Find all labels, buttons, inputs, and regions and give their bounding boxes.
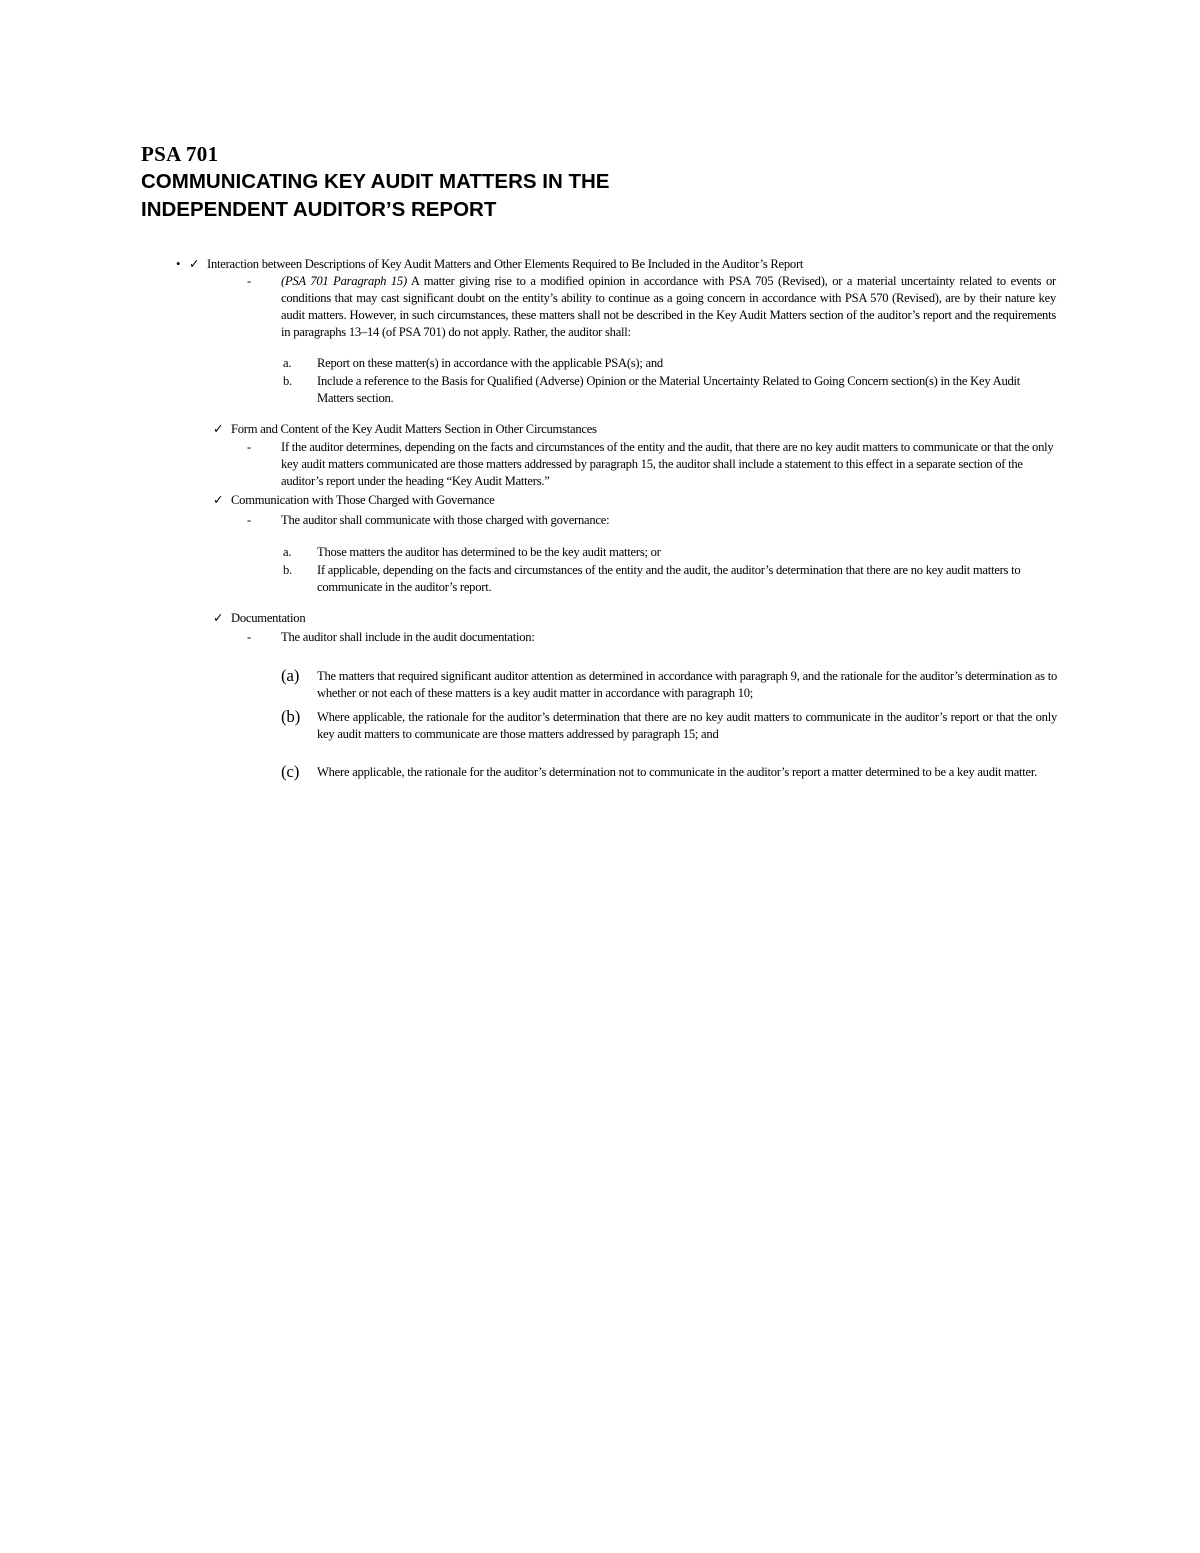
list-item: Include a reference to the Basis for Qualified (Adverse) Opinion or the Material Uncertainty Related to Going Concern section(s) in the Key Audit Matters section. [317,374,1021,405]
dash-marker: - [247,274,251,288]
paragraph-interaction [281,273,1056,341]
list-label: a. [283,545,292,559]
paragraph-reference: (PSA 701 Paragraph 15) [281,274,407,288]
dash-marker: - [247,513,251,527]
document-title [141,168,841,224]
title-line-2: INDEPENDENT AUDITOR’S REPORT [141,198,497,221]
check-icon: ✓ [213,611,224,625]
paragraph-communication: The auditor shall communicate with those charged with governance: [281,513,610,527]
dash-marker: - [247,630,251,644]
section-heading-interaction: Interaction between Descriptions of Key Audit Matters and Other Elements Required to Be Included in the Auditor’s Report [207,257,804,271]
list-item: Where applicable, the rationale for the auditor’s determination not to communicate in the auditor’s report a matter determined to be a key audit matter. [317,765,1038,779]
list-label: b. [283,374,292,388]
section-heading-documentation: Documentation [231,611,306,625]
check-icon: ✓ [213,422,224,436]
check-icon: ✓ [189,257,200,271]
list-item: Report on these matter(s) in accordance with the applicable PSA(s); and [317,356,663,370]
list-item: The matters that required significant auditor attention as determined in accordance with paragraph 9, and the rationale for the auditor’s determination as to whether or not each of these matters is a key audit matter in accordance with paragraph 10; [317,669,1057,700]
list-label: (b) [281,707,301,726]
list-item: Where applicable, the rationale for the auditor’s determination that there are no key audit matters to communicate in the auditor’s report or that the only key audit matters to communicate are those matters addressed by paragraph 15; and [317,710,1057,741]
paragraph-body: A matter giving rise to a modified opinion in accordance with PSA 705 (Revised), or a material uncertainty related to events or conditions that may cast significant doubt on the entity’s ability to continue as a going concern in accordance with PSA 570 (Revised), are by their nature key audit matters. However, in such circumstances, these matters shall not be described in the Key Audit Matters section of the auditor’s report and the requirements in paragraphs 13–14 (of PSA 701) do not apply. Rather, the auditor shall: [281,274,1056,339]
section-heading-communication: Communication with Those Charged with Governance [231,493,495,507]
list-label: (c) [281,762,300,781]
list-label: (a) [281,666,300,685]
section-heading-form-content: Form and Content of the Key Audit Matters Section in Other Circumstances [231,422,597,436]
check-icon: ✓ [213,493,224,507]
paragraph-form-content: If the auditor determines, depending on the facts and circumstances of the entity and the audit, that there are no key audit matters to communicate or that the only key audit matters communicated are those matters addressed by paragraph 15, the auditor shall include a statement to this effect in a separate section of the auditor’s report under the heading “Key Audit Matters.” [281,440,1054,488]
list-label: b. [283,563,292,577]
list-item: If applicable, depending on the facts and circumstances of the entity and the audit, the auditor’s determination that there are no key audit matters to communicate in the auditor’s report. [317,563,1021,594]
paragraph-documentation: The auditor shall include in the audit documentation: [281,630,535,644]
standard-code: PSA 701 [141,142,219,166]
list-label: a. [283,356,292,370]
title-line-1: COMMUNICATING KEY AUDIT MATTERS IN THE [141,170,610,193]
bullet-marker: • [176,257,181,271]
dash-marker: - [247,440,251,454]
list-item: Those matters the auditor has determined to be the key audit matters; or [317,545,661,559]
